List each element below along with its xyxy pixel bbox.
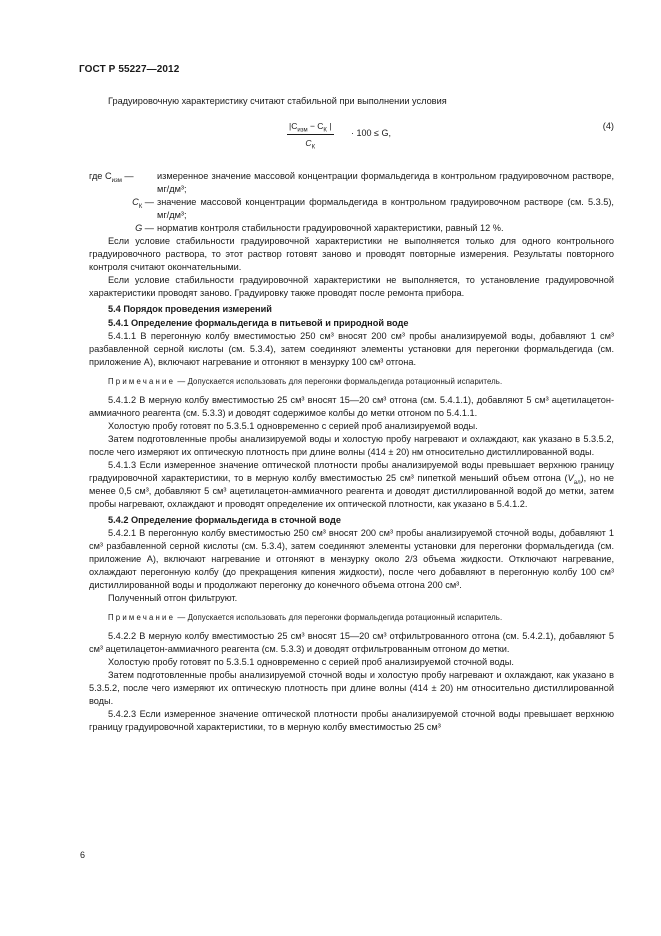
document-header: ГОСТ Р 55227—2012 — [79, 64, 180, 75]
intro-paragraph: Градуировочную характеристику считают стабильной при выполнении условия — [108, 96, 447, 106]
paragraph-blank-sample-2: Холостую пробу готовят по 5.3.5.1 одновременно с серией проб анализируемой сточной воды. — [108, 657, 514, 667]
paragraph-5-4-1-1: 5.4.1.1 В перегонную колбу вместимостью 250 см³ вносят 200 см³ пробы анализируемой воды, добавляют 1 см³ разбавленной серной кислоты (см. 5.3.4), затем соединяют элементы установки для перегонки формальдегида (см. приложение А), включают нагревание и отгоняют в мензурку 100 см³ отгона. — [89, 331, 614, 367]
formula-number: (4) — [602, 121, 614, 131]
note-1: Примечание — Допускается использовать для перегонки формальдегида ротационный испаритель. — [108, 377, 503, 386]
paragraph-5-4-2-2: 5.4.2.2 В мерную колбу вместимостью 25 см³ вносят 15—20 см³ отфильтрованного отгона (см. 5.4.2.1), добавляют 5 см³ ацетилацетон-аммиачного реагента (см. 5.3.3) и доводят отфильтрованным отгоном до метки. — [89, 631, 614, 654]
paragraph-5-4-2-1: 5.4.2.1 В перегонную колбу вместимостью 250 см³ вносят 200 см³ пробы анализируемой сточной воды, добавляют 1 см³ разбавленной серной кислоты (см. 5.3.4), затем соединяют элементы установки для перегонки формальдегида (см. приложение А), включают нагревание и отгоняют в мензурку около 2/3 объема жидкости. Отключают нагревание, охлаждают перегонную колбу (до прекращения кипения жидкости), после чего добавляют в перегонную колбу 100 см³ дистиллированной воды и продолжают перегонку до конечного объема отгона 200 см³. — [89, 528, 614, 590]
where-row-ck: $C_К$ — значение массовой концентрации формальдегида в контрольном градуировочном растворе (см. 5.3.5), мг/дм³; — [132, 197, 614, 220]
formula-denominator: $C_К$ — [305, 138, 316, 151]
paragraph-measure-1: Затем подготовленные пробы анализируемой воды и холостую пробу нагревают и охлаждают, как указано в 5.3.5.2, после чего измеряют их оптическую плотность при длине волны (414 ± 20) нм относительно дистиллированной воды. — [89, 434, 614, 457]
formula-fraction — [287, 120, 334, 150]
paragraph-stability-single: Если условие стабильности градуировочной характеристики не выполняется только для одного контрольного градуировочного раствора, то этот раствор готовят заново и проводят повторные измерения. Результаты повторного контроля считают окончательными. — [89, 236, 614, 272]
note-2: Примечание — Допускается использовать для перегонки формальдегида ротационный испаритель. — [108, 613, 503, 622]
heading-5-4: 5.4 Порядок проведения измерений — [108, 304, 272, 314]
document-body — [89, 95, 614, 734]
where-row-g: G — норматив контроля стабильности градуировочной характеристики, равный 12 %. — [135, 223, 504, 233]
formula-rest: · 100 ≤ G, — [351, 128, 391, 138]
heading-5-4-1: 5.4.1 Определение формальдегида в питьевой и природной воде — [108, 318, 409, 328]
paragraph-5-4-2-3: 5.4.2.3 Если измеренное значение оптической плотности пробы анализируемой сточной воды превышает верхнюю границу градуировочной характеристики, то в мерную колбу вместимостью 25 см³ — [89, 709, 614, 732]
paragraph-measure-2: Затем подготовленные пробы анализируемой сточной воды и холостую пробу нагревают и охлаждают, как указано в 5.3.5.2, после чего измеряют их оптическую плотность при длине волны (414 ± 20) нм относительно дистиллированной воды. — [89, 670, 614, 706]
paragraph-blank-sample-1: Холостую пробу готовят по 5.3.5.1 одновременно с серией проб анализируемой воды. — [108, 421, 478, 431]
paragraph-filter: Полученный отгон фильтруют. — [108, 593, 238, 603]
heading-5-4-2: 5.4.2 Определение формальдегида в сточной воде — [108, 515, 341, 525]
where-row-cizm: где $C_{изм}$ — измеренное значение массовой концентрации формальдегида в контрольном градуировочном растворе, мг/дм³; — [89, 171, 614, 194]
paragraph-stability-all: Если условие стабильности градуировочной характеристики не выполняется, то установление градуировочной характеристики проводят заново. Градуировку также проводят после ремонта прибора. — [89, 275, 614, 298]
paragraph-5-4-1-3: 5.4.1.3 Если измеренное значение оптической плотности пробы анализируемой воды превышает верхнюю границу градуировочной характеристики, то в мерную колбу вместимостью 25 см³ пипеткой меньший объем отгона $(V_{ал})$, но не менее 0,5 см³, добавляют 5 см³ ацетилацетон-аммиачного реагента и доводят дистиллированной водой до метки, затем пробы нагревают, охлаждают и проводят определение их оптической плотности, как указано в 5.4.1.2. — [89, 460, 614, 509]
formula-4 — [89, 120, 614, 156]
paragraph-5-4-1-2: 5.4.1.2 В мерную колбу вместимостью 25 см³ вносят 15—20 см³ отгона (см. 5.4.1.1), добавляют 5 см³ ацетилацетон-аммиачного реагента (см. 5.3.3) и доводят содержимое колбы до метки отгоном по 5.4.1.1. — [89, 395, 614, 418]
formula-numerator: $|C_{изм} - C_К$ | — [289, 121, 332, 134]
page-number: 6 — [80, 850, 86, 860]
